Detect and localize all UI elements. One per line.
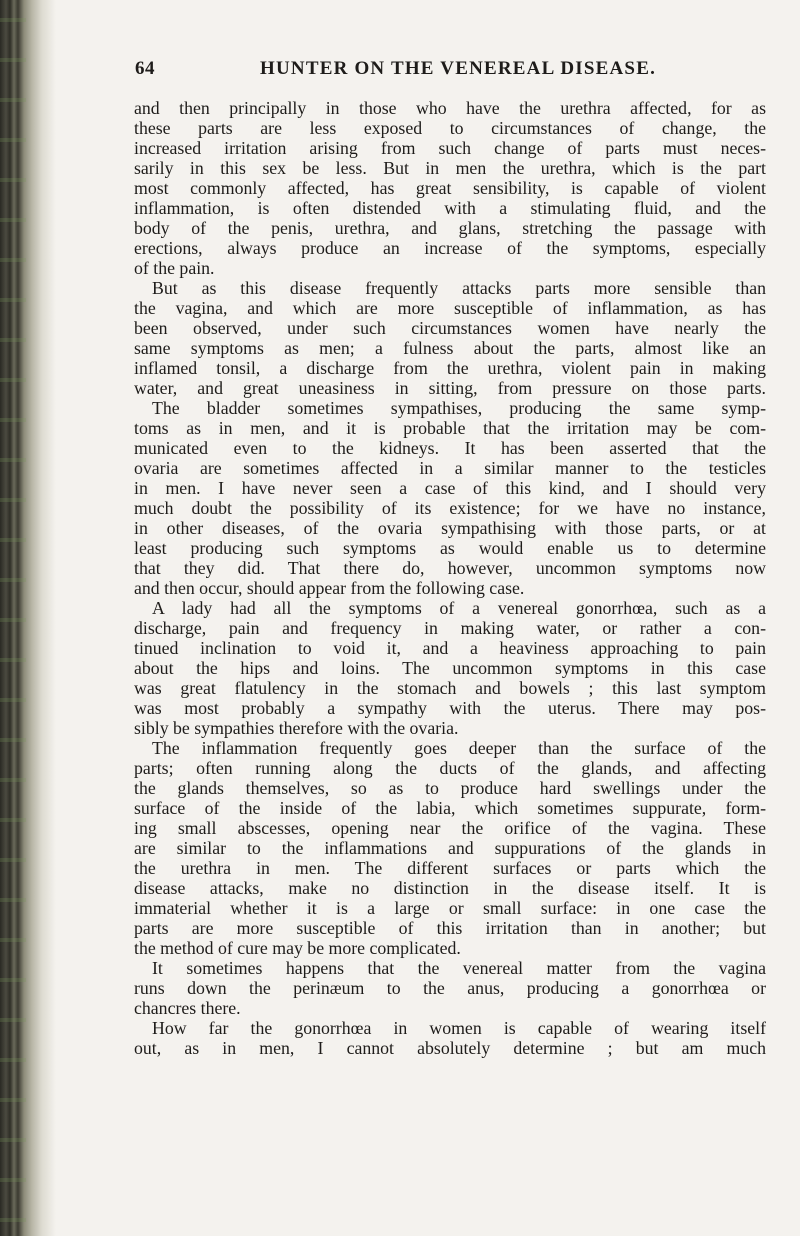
body-text <box>134 98 766 1058</box>
binding-stitching <box>0 0 26 1236</box>
text-line: been observed, under such circumstances women have nearly the <box>134 318 766 338</box>
page-number: 64 <box>135 58 155 79</box>
text-line: The inflammation frequently goes deeper than the surface of the <box>152 738 766 758</box>
text-line: out, as in men, I cannot absolutely determine ; but am much <box>134 1038 766 1058</box>
text-line: are similar to the inflammations and suppurations of the glands in <box>134 838 766 858</box>
text-line: of the pain. <box>134 258 215 278</box>
text-line: most commonly affected, has great sensibility, is capable of violent <box>134 178 766 198</box>
text-line: discharge, pain and frequency in making water, or rather a con- <box>134 618 766 638</box>
text-line: the vagina, and which are more susceptible of inflammation, as has <box>134 298 766 318</box>
text-line: body of the penis, urethra, and glans, stretching the passage with <box>134 218 766 238</box>
text-line: in other diseases, of the ovaria sympathising with those parts, or at <box>134 518 766 538</box>
text-line: sarily in this sex be less. But in men the urethra, which is the part <box>134 158 766 178</box>
text-line: ing small abscesses, opening near the orifice of the vagina. These <box>134 818 766 838</box>
text-line: ovaria are sometimes affected in a similar manner to the testicles <box>134 458 766 478</box>
text-line: the urethra in men. The different surfaces or parts which the <box>134 858 766 878</box>
text-line: runs down the perinæum to the anus, producing a gonorrhœa or <box>134 978 766 998</box>
text-line: parts are more susceptible of this irritation than in another; but <box>134 918 766 938</box>
text-line: But as this disease frequently attacks parts more sensible than <box>152 278 766 298</box>
text-line: chancres there. <box>134 998 241 1018</box>
text-line: disease attacks, make no distinction in the disease itself. It is <box>134 878 766 898</box>
text-line: surface of the inside of the labia, which sometimes suppurate, form- <box>134 798 766 818</box>
binding-gutter <box>0 0 56 1236</box>
text-line: sibly be sympathies therefore with the ovaria. <box>134 718 459 738</box>
text-line: increased irritation arising from such change of parts must neces- <box>134 138 766 158</box>
text-line: inflammation, is often distended with a stimulating fluid, and the <box>134 198 766 218</box>
text-line: The bladder sometimes sympathises, producing the same symp- <box>152 398 766 418</box>
text-line: tinued inclination to void it, and a heaviness approaching to pain <box>134 638 766 658</box>
text-line: municated even to the kidneys. It has been asserted that the <box>134 438 766 458</box>
text-line: these parts are less exposed to circumstances of change, the <box>134 118 766 138</box>
text-line: How far the gonorrhœa in women is capable of wearing itself <box>152 1018 766 1038</box>
text-line: least producing such symptoms as would enable us to determine <box>134 538 766 558</box>
text-line: much doubt the possibility of its existence; for we have no instance, <box>134 498 766 518</box>
text-line: in men. I have never seen a case of this kind, and I should very <box>134 478 766 498</box>
text-line: erections, always produce an increase of the symptoms, especially <box>134 238 766 258</box>
text-line: A lady had all the symptoms of a venereal gonorrhœa, such as a <box>152 598 766 618</box>
text-line: was most probably a sympathy with the uterus. There may pos- <box>134 698 766 718</box>
text-line: It sometimes happens that the venereal matter from the vagina <box>152 958 766 978</box>
text-line: same symptoms as men; a fulness about the parts, almost like an <box>134 338 766 358</box>
running-head-title: HUNTER ON THE VENEREAL DISEASE. <box>260 58 657 79</box>
text-line: about the hips and loins. The uncommon symptoms in this case <box>134 658 766 678</box>
text-line: parts; often running along the ducts of the glands, and affecting <box>134 758 766 778</box>
text-line: and then principally in those who have the urethra affected, for as <box>134 98 766 118</box>
text-line: inflamed tonsil, a discharge from the urethra, violent pain in making <box>134 358 766 378</box>
text-line: that they did. That there do, however, uncommon symptoms now <box>134 558 766 578</box>
text-line: and then occur, should appear from the following case. <box>134 578 525 598</box>
text-line: was great flatulency in the stomach and bowels ; this last symptom <box>134 678 766 698</box>
text-line: the glands themselves, so as to produce hard swellings under the <box>134 778 766 798</box>
text-line: water, and great uneasiness in sitting, from pressure on those parts. <box>134 378 766 398</box>
text-line: the method of cure may be more complicated. <box>134 938 461 958</box>
running-head <box>135 58 765 84</box>
text-line: immaterial whether it is a large or small surface: in one case the <box>134 898 766 918</box>
text-line: toms as in men, and it is probable that the irritation may be com- <box>134 418 766 438</box>
